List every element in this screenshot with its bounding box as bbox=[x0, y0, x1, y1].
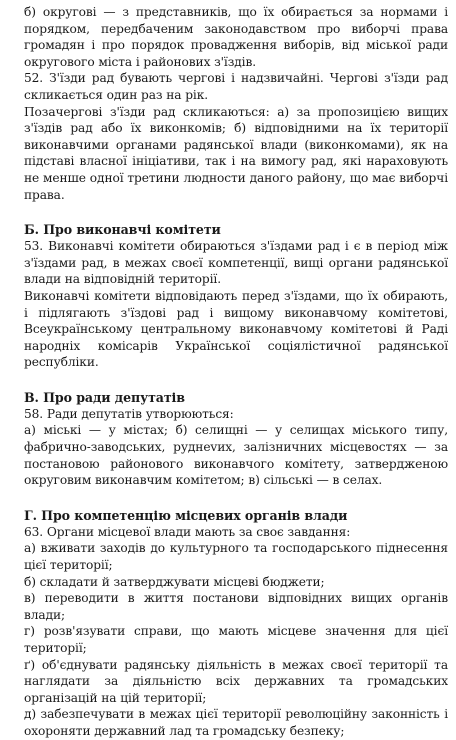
section-local-authorities bbox=[24, 507, 448, 740]
list-item: ґ) об'єднувати радянську діяльність в межах своєї території та наглядати за діяльністю всіх державних та громадських організацій на цій території; bbox=[24, 657, 448, 705]
section-b-paragraph-2: Виконавчі комітети відповідають перед з'їздами, що їх обирають, і підлягають з'їздові рад і вищому виконавчому комітетові, Всеукраїнському центральному виконавчому комітетові й Раді народніх комісарів Української соціялістичної радянської республіки. bbox=[24, 288, 448, 370]
list-item: б) складати й затверджувати місцеві бюджети; bbox=[24, 574, 325, 589]
section-b-heading: Б. Про виконавчі комітети bbox=[24, 222, 221, 238]
list-item: а) вживати заходів до культурного та господарського піднесення цієї території; bbox=[24, 541, 448, 573]
section-v-heading: В. Про ради депутатів bbox=[24, 389, 185, 405]
section-executive-committees bbox=[24, 221, 448, 371]
list-item: в) переводити в життя постанови відповідних вищих органів влади; bbox=[24, 591, 448, 622]
list-item: г) розв'язувати справи, що мають місцеве значення для цієї території; bbox=[24, 624, 448, 655]
intro-paragraph-1: б) округові — з представників, що їх обирається за нормами і порядком, передбаченим законодавством про виборчі права громадян і про порядок провадження виборів, від міської ради округового міста і районових з'їздів. bbox=[24, 5, 448, 69]
section-v-paragraph-2: а) міські — у містах; б) селищні — у селищах міського типу, фабрично-заводських, руднevих, залізничних місцевостях — за постановою районового виконавчого комітету, затвердженою округовим виконавчим комітетом; в) сільські — в селах. bbox=[24, 423, 448, 488]
list-item: д) забезпечувати в межах цієї території революційну законність і охороняти державний лад та громадську безпеку; bbox=[24, 707, 448, 738]
article-52: 52. З'їзди рад бувають чергові і надзвичайні. Чергові з'їзди рад скликається один раз на рік. bbox=[24, 71, 448, 102]
article-63: 63. Органи місцевої влади мають за своє завдання: bbox=[24, 524, 351, 539]
intro-paragraph-3: Позачергові з'їзди рад скликаються: а) за пропозицією вищих з'їздів рад або їх виконкомів; б) відповідними на їх території виконавчими органами радянської влади (виконкомами), як на підставі власної ініціативи, так і на вимогу рад, які нараховують не менше одної третини людности даного району, що має виборчі права. bbox=[24, 104, 448, 202]
article-58: 58. Ради депутатів утворюються: bbox=[24, 406, 234, 421]
article-53: 53. Виконавчі комітети обираються з'їздами рад і є в період між з'їздами рад, в межах своєї компетенції, вищі органи радянської влади на відповідній території. bbox=[24, 239, 448, 287]
section-deputy-councils bbox=[24, 389, 448, 489]
section-g-heading: Г. Про компетенцію місцевих органів влади bbox=[24, 507, 348, 523]
